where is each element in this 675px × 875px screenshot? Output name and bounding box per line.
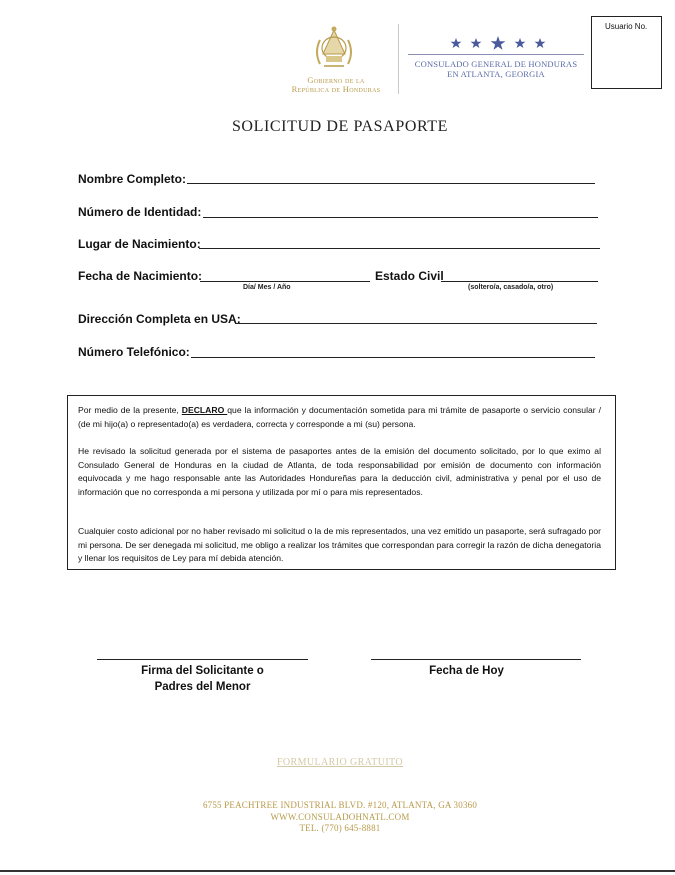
estado-hint: (soltero/a, casado/a, otro) xyxy=(468,284,554,291)
telefono-label: Número Telefónico: xyxy=(78,345,190,359)
direccion-label: Dirección Completa en USA: xyxy=(78,312,241,326)
free-form-note xyxy=(0,757,675,768)
identidad-label: Número de Identidad: xyxy=(78,205,202,219)
page-bottom-border xyxy=(0,870,675,872)
gov-line-1: Gobierno de la xyxy=(307,75,365,85)
estado-civil-field[interactable] xyxy=(441,267,598,282)
declaration-p1-rest: que la información y documentación sometida para mi trámite de pasaporte o servicio consular / (de mi hijo(a) o representado(a) es verdadera, correcta y corresponde a mi (su) persona. xyxy=(78,405,602,429)
nombre-field[interactable] xyxy=(187,169,595,184)
declaro-text: DECLARO xyxy=(181,405,228,415)
page-title: SOLICITUD DE PASAPORTE xyxy=(231,118,449,135)
declaration-paragraph-3: Cualquier costo adicional por no haber revisado mi solicitud o la de mis representados, una vez emitido un pasaporte, será sufragado por mi persona. De ser denegada mi solicitud, me obligo a realizar los trámites que correspondan para corregir la razón de dicha denegatoria y llenar los requisitos de Ley para mí debida atención. xyxy=(78,526,601,563)
fecha-nacimiento-label: Fecha de Nacimiento: xyxy=(78,269,203,283)
fecha-hint: Día/ Mes / Año xyxy=(243,284,291,291)
consulate-line-2: EN ATLANTA, GEORGIA xyxy=(447,69,545,79)
footer-address: 6755 PEACHTREE INDUSTRIAL BLVD. #120, ATLANTA, GA 30360 xyxy=(202,800,478,810)
government-caption xyxy=(276,76,396,94)
consulate-rule xyxy=(408,54,584,55)
consulate-line-1: CONSULADO GENERAL DE HONDURAS xyxy=(414,59,578,69)
fecha-hoy-label: Fecha de Hoy xyxy=(429,665,504,677)
identidad-field[interactable] xyxy=(203,203,598,218)
declaration-paragraph-1 xyxy=(78,404,601,431)
header-divider xyxy=(398,24,399,94)
fecha-nacimiento-field[interactable] xyxy=(200,267,370,282)
coat-of-arms-icon xyxy=(312,24,356,72)
telefono-field[interactable] xyxy=(191,343,595,358)
declaration-paragraph-2: He revisado la solicitud generada por el sistema de pasaportes antes de la emisión del documento solicitado, por lo que eximo al Consulado General de Honduras en la ciudad de Atlanta, de toda responsabilidad por emisión de documento con información equivocada y me hago responsable ante las Autoridades Hondureñas para la deducción civil, administrativa y penal por el uso de información que no corresponda a mi persona y utilizada por mí o para mis representados. xyxy=(78,446,601,497)
firma-line[interactable] xyxy=(97,659,308,660)
lugar-label: Lugar de Nacimiento: xyxy=(78,237,201,251)
stars-icon xyxy=(450,36,546,50)
consulate-caption xyxy=(408,59,584,79)
usuario-label: Usuario No. xyxy=(605,22,648,31)
declaration-p1-lead: Por medio de la presente, xyxy=(78,405,182,415)
footer-phone: TEL. (770) 645-8881 xyxy=(299,823,381,833)
firma-line-2: Padres del Menor xyxy=(154,681,251,693)
free-form-text: FORMULARIO GRATUITO xyxy=(276,757,404,768)
nombre-label: Nombre Completo: xyxy=(78,172,186,186)
gov-line-2: República de Honduras xyxy=(291,84,381,94)
lugar-field[interactable] xyxy=(199,234,600,249)
firma-label xyxy=(97,663,308,695)
direccion-field[interactable] xyxy=(235,309,597,324)
footer-website: WWW.CONSULADOHNATL.COM xyxy=(270,812,410,822)
fecha-hoy-line[interactable] xyxy=(371,659,581,660)
estado-civil-label: Estado Civil xyxy=(375,269,444,283)
firma-line-1: Firma del Solicitante o xyxy=(141,665,264,677)
